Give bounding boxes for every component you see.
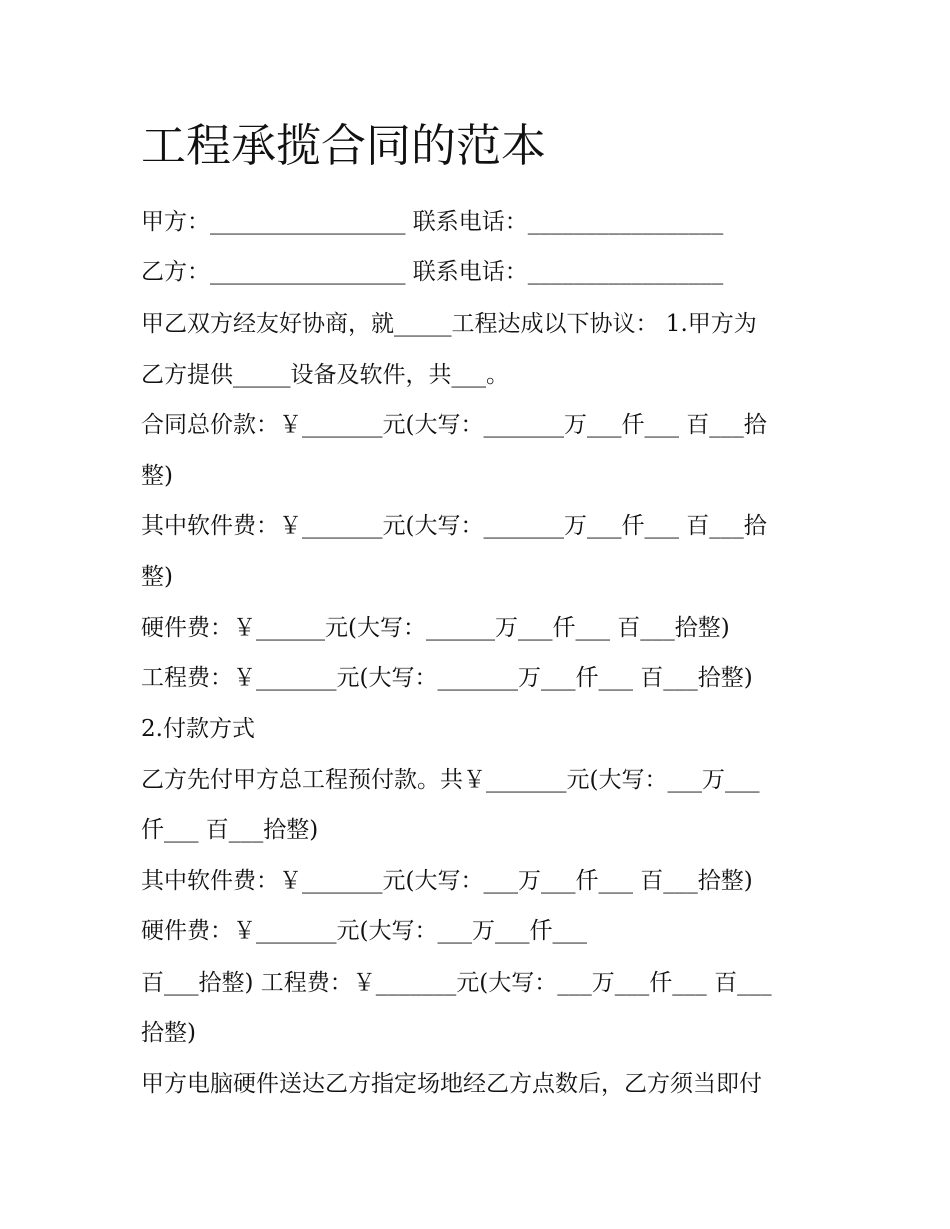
party-b-line: 乙方：_________________ 联系电话：_________________	[141, 259, 724, 285]
agreement-intro-line: 甲乙双方经友好协商，就_____工程达成以下协议： 1.甲方为	[141, 311, 757, 337]
prepay-engineering-fee-line-2: 拾整)	[141, 1020, 196, 1046]
prepay-software-fee-line: 其中软件费：￥_______元(大写：___万___仟___ 百___拾整)	[141, 868, 753, 894]
prepay-engineering-fee-line: 百___拾整) 工程费：￥_______元(大写：___万___仟___ 百___	[141, 970, 772, 996]
prepayment-line-2: 仟___ 百___拾整)	[141, 817, 319, 843]
delivery-payment-line: 甲方电脑硬件送达乙方指定场地经乙方点数后，乙方须当即付	[141, 1071, 762, 1097]
total-price-line: 合同总价款：￥_______元(大写：_______万___仟___ 百___拾	[141, 412, 767, 438]
party-a-line: 甲方：_________________ 联系电话：_________________	[141, 209, 724, 235]
prepayment-line: 乙方先付甲方总工程预付款。共￥_______元(大写：___万___	[141, 767, 760, 793]
payment-method-heading: 2.付款方式	[141, 716, 255, 742]
engineering-fee-line: 工程费：￥_______元(大写：_______万___仟___ 百___拾整)	[141, 665, 753, 691]
software-fee-line: 其中软件费：￥_______元(大写：_______万___仟___ 百___拾	[141, 513, 767, 539]
prepay-hardware-fee-line: 硬件费：￥_______元(大写：___万___仟___	[141, 918, 587, 944]
total-price-line-2: 整)	[141, 463, 173, 489]
hardware-fee-line: 硬件费：￥______元(大写：______万___仟___ 百___拾整)	[141, 615, 730, 641]
software-fee-line-2: 整)	[141, 564, 173, 590]
agreement-intro-line-2: 乙方提供_____设备及软件，共___。	[141, 362, 509, 388]
document-title: 工程承揽合同的范本	[141, 119, 547, 172]
